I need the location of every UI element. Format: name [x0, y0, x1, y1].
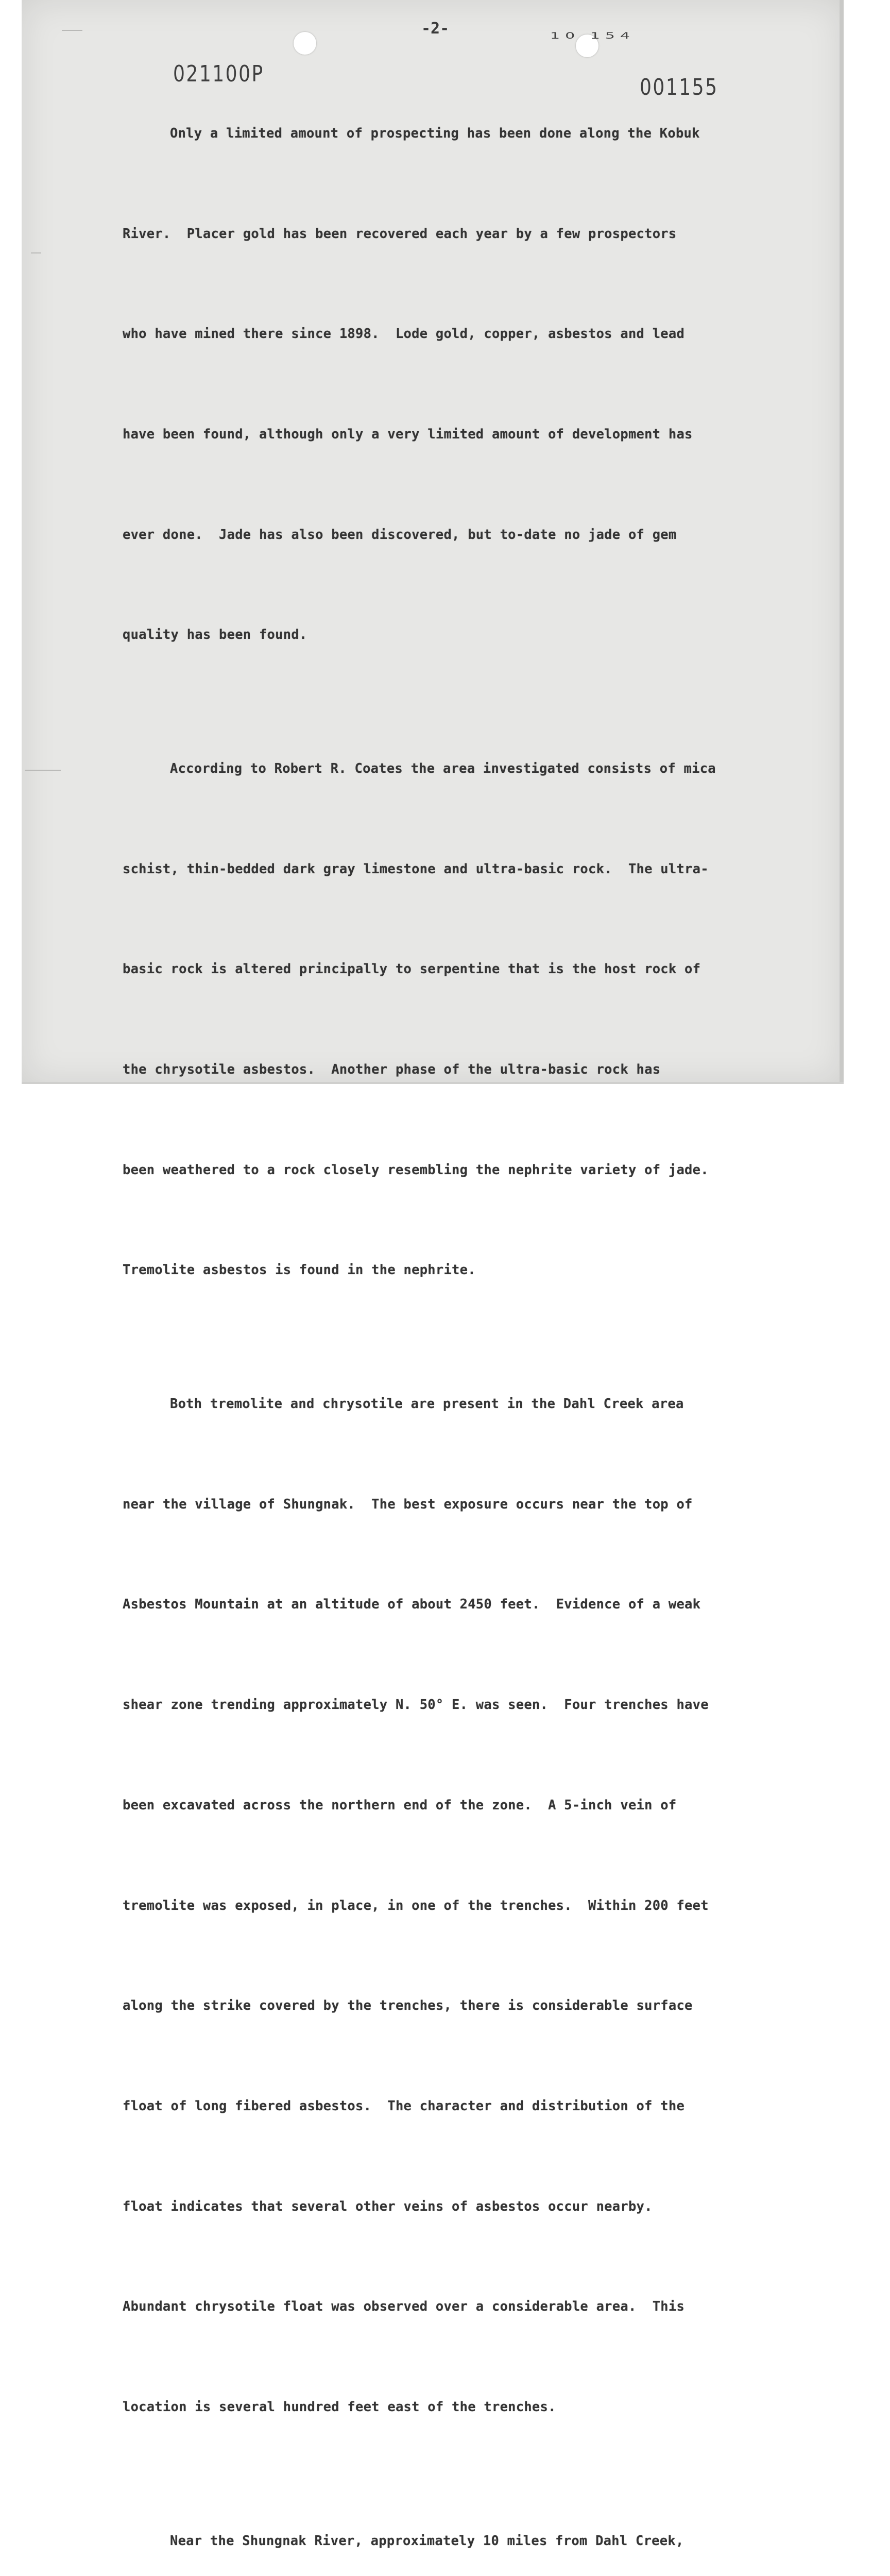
text-line: have been found, although only a very limited amount of development has	[123, 426, 693, 442]
stamp-top-number: 10 154	[550, 31, 635, 41]
text-line: who have mined there since 1898. Lode gold, copper, asbestos and lead	[123, 326, 685, 342]
text-line: shear zone trending approximately N. 50° E. was seen. Four trenches have	[123, 1697, 709, 1713]
text-line: the chrysotile asbestos. Another phase of the ultra-basic rock has	[123, 1061, 661, 1077]
text-line: tremolite was exposed, in place, in one of the trenches. Within 200 feet	[123, 1897, 709, 1913]
text-line: ever done. Jade has also been discovered, but to-date no jade of gem	[123, 526, 677, 542]
margin-mark-top	[62, 30, 82, 31]
text-line: been excavated across the northern end of the zone. A 5-inch vein of	[123, 1797, 677, 1812]
text-line: been weathered to a rock closely resembling the nephrite variety of jade.	[123, 1161, 709, 1177]
stamp-left-number: 021100P	[173, 61, 264, 87]
text-line: River. Placer gold has been recovered each year by a few prospectors	[123, 225, 677, 241]
text-line: Near the Shungnak River, approximately 10 miles from Dahl Creek,	[170, 2532, 684, 2548]
text-line: Abundant chrysotile float was observed over a considerable area. This	[123, 2298, 685, 2314]
text-line: Asbestos Mountain at an altitude of about 2450 feet. Evidence of a weak	[123, 1596, 701, 1612]
text-line: Both tremolite and chrysotile are present in the Dahl Creek area	[170, 1396, 684, 1412]
text-line: along the strike covered by the trenches, there is considerable surface	[123, 1997, 693, 2013]
margin-mark-left-1	[31, 252, 41, 253]
page-edge-right	[840, 0, 844, 1083]
text-line: float of long fibered asbestos. The character and distribution of the	[123, 2097, 685, 2113]
text-line: near the village of Shungnak. The best exposure occurs near the top of	[123, 1496, 693, 1512]
text-line: According to Robert R. Coates the area investigated consists of mica	[170, 760, 716, 776]
margin-mark-left-2	[25, 770, 61, 771]
text-line: location is several hundred feet east of the trenches.	[123, 2399, 556, 2415]
text-line: quality has been found.	[123, 626, 307, 642]
text-line: basic rock is altered principally to serpentine that is the host rock of	[123, 961, 701, 977]
text-line: schist, thin-bedded dark gray limestone and ultra-basic rock. The ultra-	[123, 860, 709, 876]
body-text	[123, 49, 756, 2576]
text-line: float indicates that several other veins of asbestos occur nearby.	[123, 2198, 653, 2214]
page-number: -2-	[421, 20, 450, 38]
stamp-right-number: 001155	[640, 74, 718, 100]
text-line: Only a limited amount of prospecting has been done along the Kobuk	[170, 125, 700, 141]
text-line: Tremolite asbestos is found in the nephrite.	[123, 1262, 476, 1278]
